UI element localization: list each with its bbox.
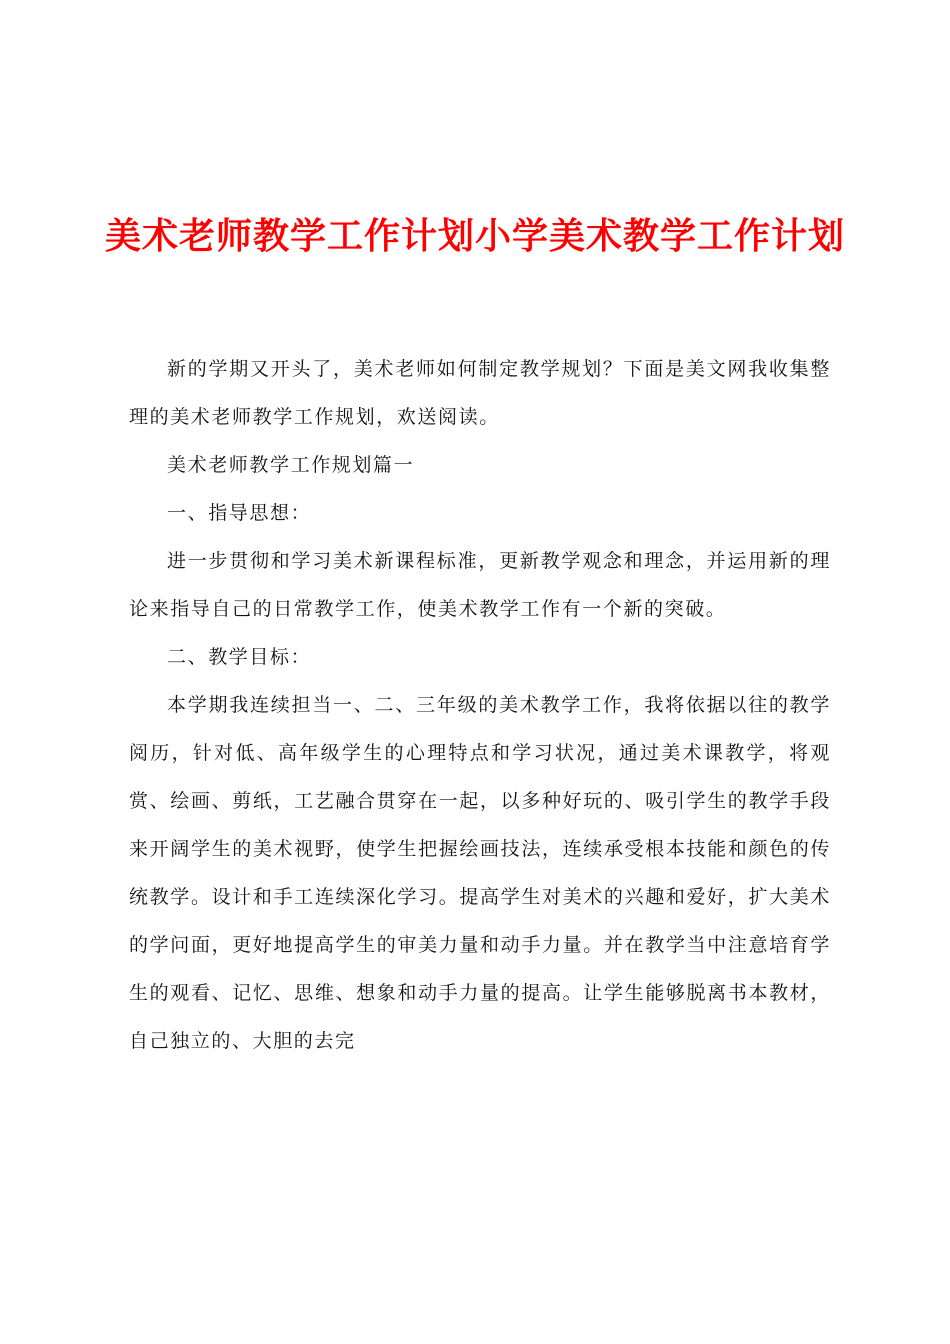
paragraph-teaching-goals: 本学期我连续担当一、二、三年级的美术教学工作，我将依据以往的教学阅历，针对低、高年级学生的心理特点和学习状况，通过美术课教学，将观赏、绘画、剪纸，工艺融合贯穿在一起，以多种好玩的、吸引学生的教学手段来开阔学生的美术视野，使学生把握绘画技法，连续承受根本技能和颜色的传统教学。设计和手工连续深化学习。提高学生对美术的兴趣和爱好，扩大美术的学问面，更好地提高学生的审美力量和动手力量。并在教学当中注意培育学生的观看、记忆、思维、想象和动手力量的提高。让学生能够脱离书本教材，自己独立的、大胆的去完 <box>129 694 831 1052</box>
paragraph-heading-guiding-thought: 一、指导思想： <box>167 502 312 524</box>
document-body <box>129 345 831 1065</box>
document-title: 美术老师教学工作计划小学美术教学工作计划 <box>104 215 845 257</box>
paragraph-guiding-thought: 进一步贯彻和学习美术新课程标准，更新教学观念和理念，并运用新的理论来指导自己的日常教学工作，使美术教学工作有一个新的突破。 <box>129 550 831 620</box>
paragraph-intro: 新的学期又开头了，美术老师如何制定教学规划？下面是美文网我收集整理的美术老师教学工作规划，欢送阅读。 <box>129 358 831 428</box>
paragraph-section-heading: 美术老师教学工作规划篇一 <box>167 454 415 476</box>
paragraph-heading-teaching-goals: 二、教学目标： <box>167 646 312 668</box>
